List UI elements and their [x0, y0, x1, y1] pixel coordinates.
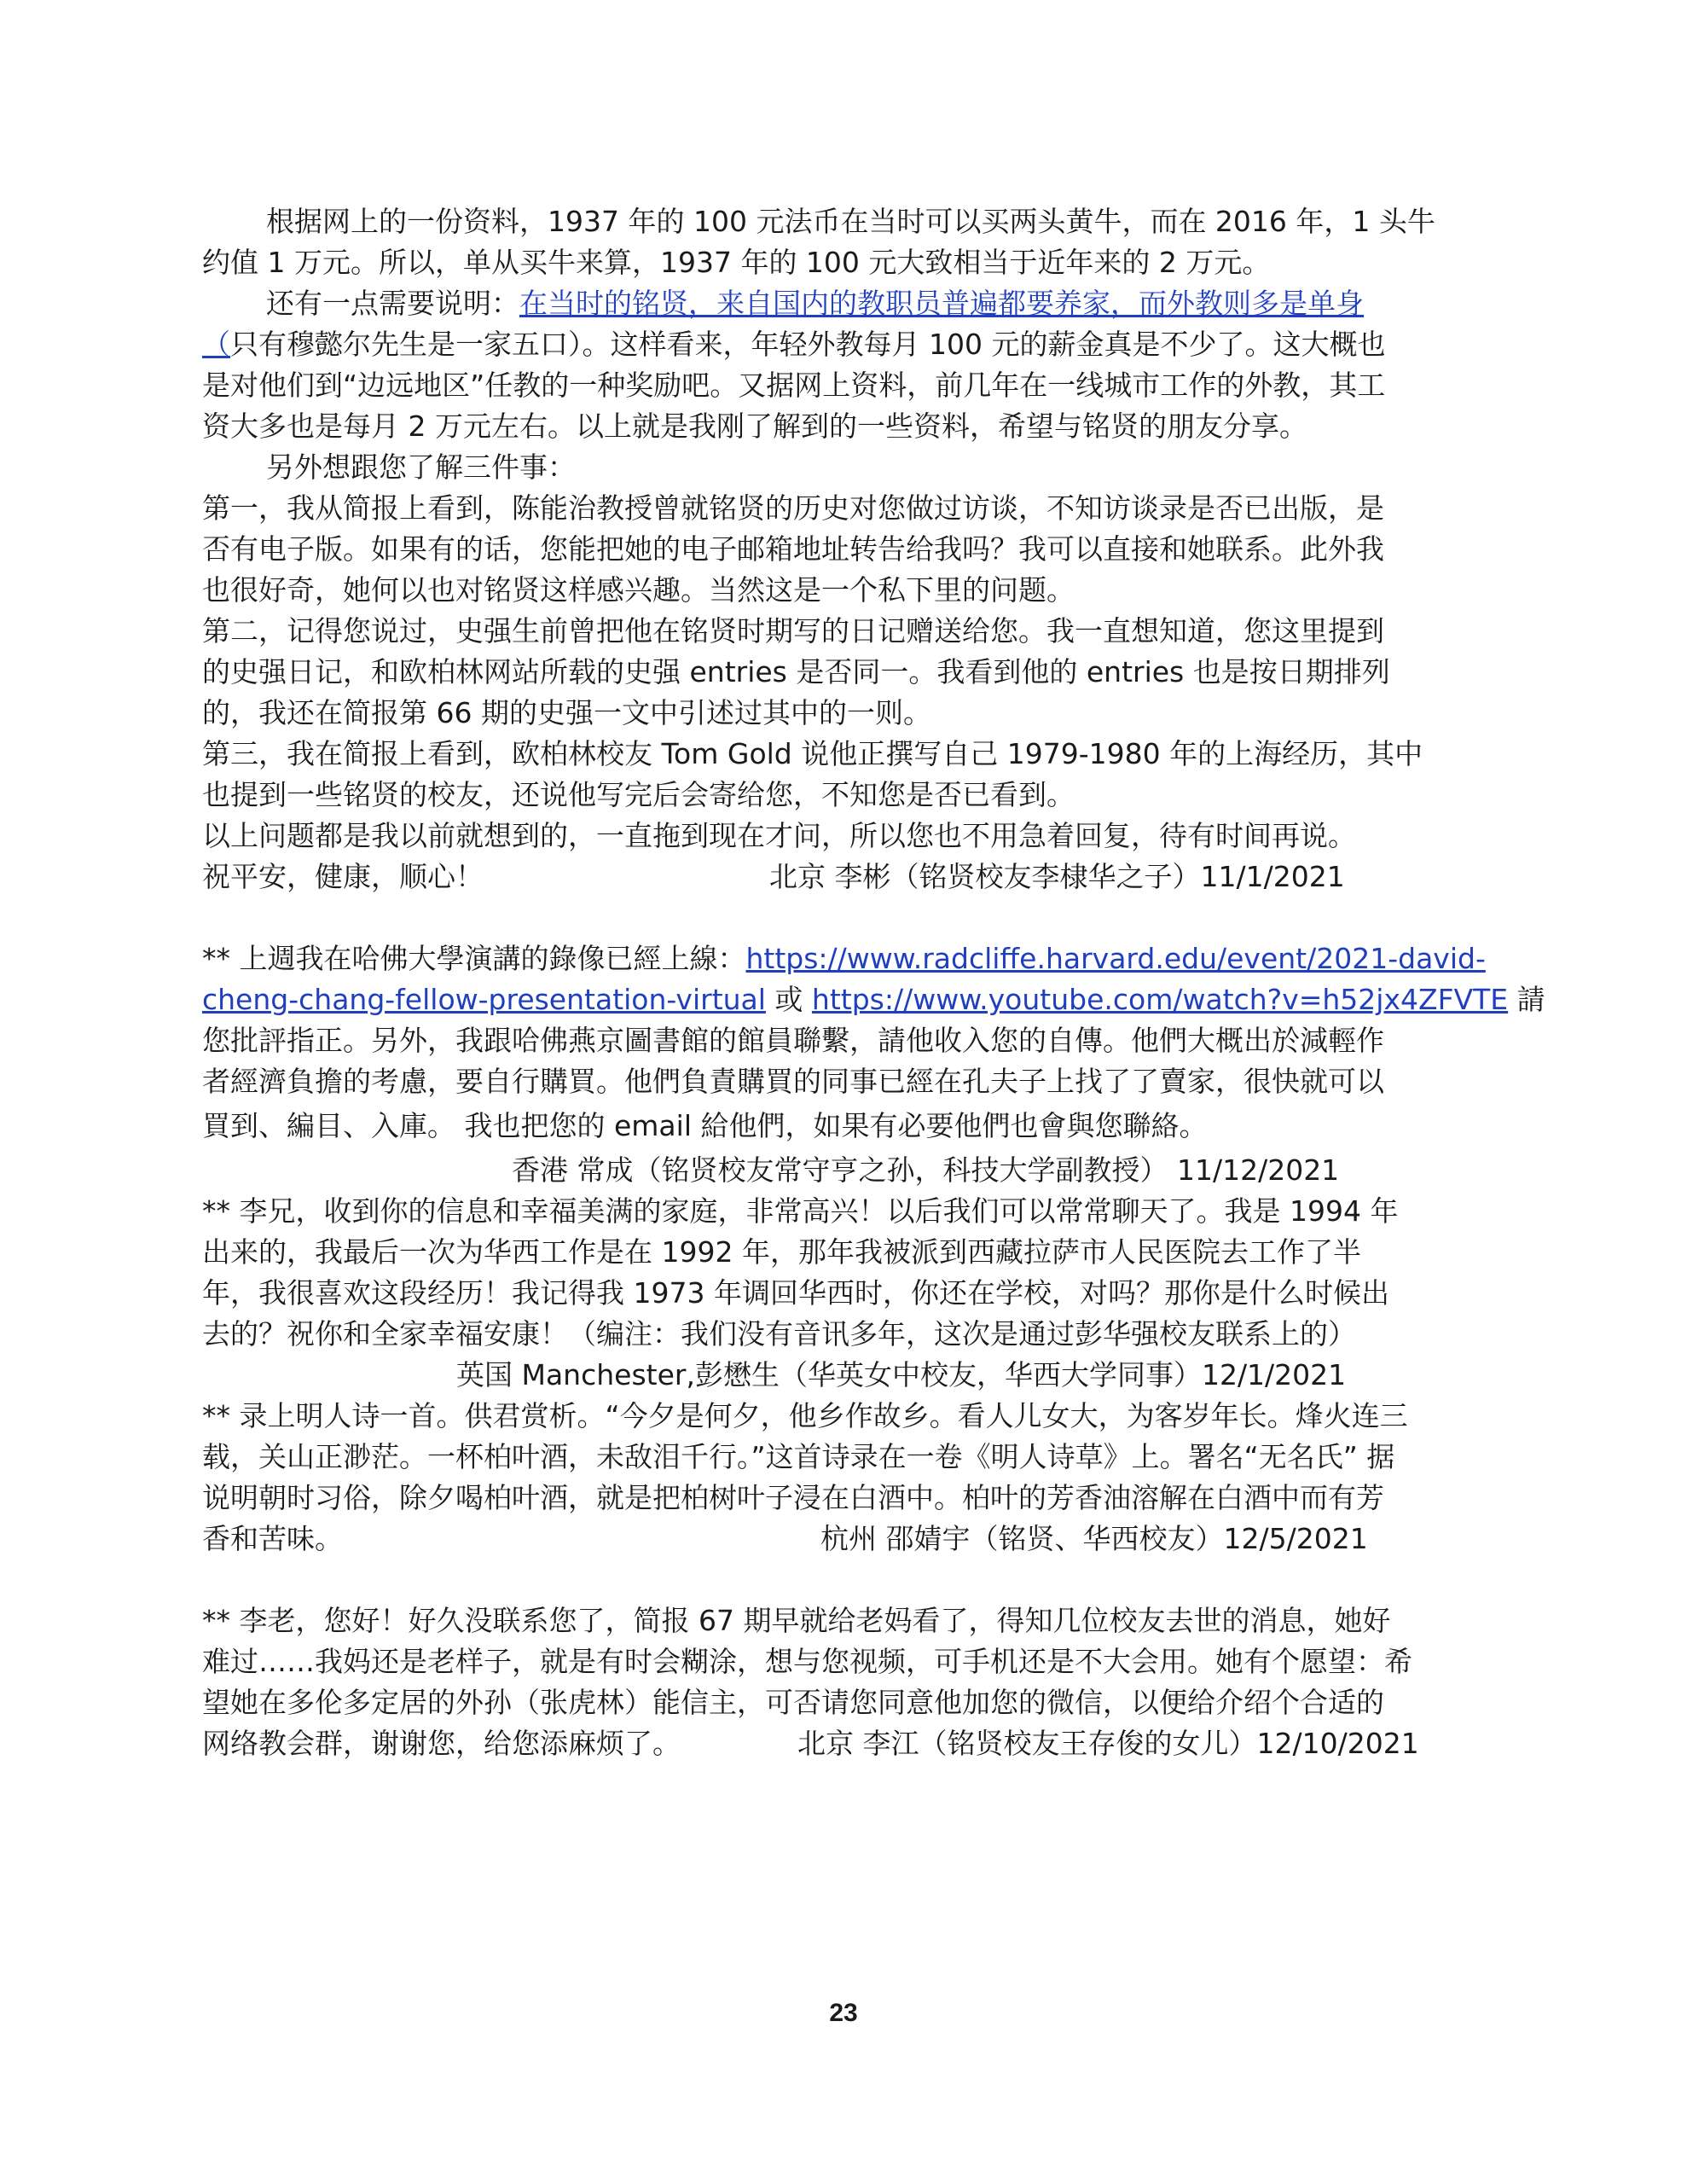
para2-line4: 资大多也是每月 2 万元左右。以上就是我刚了解到的一些资料，希望与铭贤的朋友分享。: [202, 410, 1307, 443]
radcliffe-link-cont[interactable]: cheng-chang-fellow-presentation-virtual: [202, 983, 766, 1016]
para1-line2: 约值 1 万元。所以，单从买牛来算，1937 年的 100 元大致相当于近年来的 2 万元。: [202, 246, 1271, 279]
item3-line1: 第三，我在简报上看到，欧柏林校友 Tom Gold 说他正撰写自己 1979-1980 年的上海经历，其中: [202, 737, 1423, 770]
item1-line1: 第一，我从简报上看到，陈能治教授曾就铭贤的历史对您做过访谈，不知访谈录是否已出版，是: [202, 491, 1384, 525]
item1-line2: 否有电子版。如果有的话，您能把她的电子邮箱地址转告给我吗？我可以直接和她联系。此外我: [202, 532, 1384, 566]
para3-line1: 另外想跟您了解三件事：: [266, 450, 576, 484]
msg4-line1: ** 录上明人诗一首。供君赏析。“今夕是何夕，他乡作故乡。看人儿女大，为客岁年长。烽火连三: [202, 1399, 1408, 1432]
para2-line2-text: 只有穆懿尔先生是一家五口）。这样看来，年轻外教每月 100 元的薪金真是不少了。这大概也: [230, 328, 1386, 361]
msg5-line2: 难过……我妈还是老样子，就是有时会糊涂，想与您视频，可手机还是不大会用。她有个愿望：希: [202, 1645, 1412, 1678]
msg2-line3: 您批評指正。另外，我跟哈佛燕京圖書館的館員聯繫，請他收入您的自傳。他們大概出於減輕作: [202, 1024, 1384, 1057]
para2-intro: 还有一点需要说明：: [266, 287, 519, 320]
msg5-line4: 网络教会群，谢谢您，给您添麻烦了。: [202, 1727, 681, 1760]
item2-line2: 的史强日记，和欧柏林网站所载的史强 entries 是否同一。我看到他的 entries 也是按日期排列: [202, 655, 1390, 688]
msg4-line3: 说明朝时习俗，除夕喝柏叶酒，就是把柏树叶子浸在白酒中。柏叶的芳香油溶解在白酒中而有芳: [202, 1481, 1384, 1514]
para1-line1: 根据网上的一份资料，1937 年的 100 元法币在当时可以买两头黄牛，而在 2016 年，1 头牛: [266, 205, 1435, 238]
item2-line3: 的，我还在简报第 66 期的史强一文中引述过其中的一则。: [202, 696, 931, 729]
item3-line2: 也提到一些铭贤的校友，还说他写完后会寄给您，不知您是否已看到。: [202, 778, 1075, 811]
msg4-line2: 载，关山正渺茫。一杯柏叶酒，未敌泪千行。”这首诗录在一卷《明人诗草》上。署名“无名氏” 据: [202, 1440, 1395, 1473]
msg4-line4: 香和苦味。: [202, 1522, 343, 1555]
msg2-line2: [202, 979, 1545, 1020]
msg3-line4: 去的？祝你和全家幸福安康！（编注：我们没有音讯多年，这次是通过彭华强校友联系上的）: [202, 1317, 1356, 1350]
signature-4: 杭州 邵婧宇（铭贤、华西校友）12/5/2021: [820, 1522, 1368, 1555]
greeting: 祝平安，健康，顺心！: [202, 860, 484, 893]
msg3-line3: 年，我很喜欢这段经历！我记得我 1973 年调回华西时，你还在学校，对吗？那你是什么时候出: [202, 1276, 1389, 1310]
para2-line3: 是对他们到“边远地区”任教的一种奖励吧。又据网上资料，前几年在一线城市工作的外教，其工: [202, 369, 1386, 402]
signature-5: 北京 李江（铭贤校友王存俊的女儿）12/10/2021: [797, 1727, 1419, 1760]
item2-line1: 第二，记得您说过，史强生前曾把他在铭贤时期写的日记赠送给您。我一直想知道，您这里提到: [202, 614, 1384, 648]
item1-line3: 也很好奇，她何以也对铭贤这样感兴趣。当然这是一个私下里的问题。: [202, 573, 1075, 607]
msg3-line2: 出来的，我最后一次为华西工作是在 1992 年，那年我被派到西藏拉萨市人民医院去工作了半: [202, 1235, 1361, 1269]
para2-line1: [266, 283, 1554, 324]
msg2-line1: [202, 938, 1490, 979]
msg5-line3: 望她在多伦多定居的外孙（张虎林）能信主，可否请您同意他加您的微信，以便给介绍个合适的: [202, 1686, 1384, 1719]
youtube-link[interactable]: https://www.youtube.com/watch?v=h52jx4ZFVTE: [811, 983, 1509, 1016]
msg2-line5: 買到、編目、入庫。 我也把您的 email 給他們，如果有必要他們也會與您聯絡。: [202, 1109, 1208, 1142]
msg2-intro: ** 上週我在哈佛大學演講的錄像已經上線：: [202, 942, 746, 975]
para2-link-paren[interactable]: （: [202, 328, 230, 361]
msg3-line1: ** 李兄，收到你的信息和幸福美满的家庭，非常高兴！以后我们可以常常聊天了。我是 1994 年: [202, 1194, 1399, 1228]
msg2-or: 或: [765, 983, 812, 1016]
radcliffe-link[interactable]: https://www.radcliffe.harvard.edu/event/2021-david-: [745, 942, 1486, 975]
signature-1: 北京 李彬（铭贤校友李棣华之子）11/1/2021: [769, 860, 1345, 893]
para2-line2: [202, 324, 1490, 365]
closing-line: 以上问题都是我以前就想到的，一直拖到现在才问，所以您也不用急着回复，待有时间再说。: [202, 819, 1356, 852]
msg2-line4: 者經濟負擔的考慮，要自行購買。他們負責購買的同事已經在孔夫子上找了了賣家，很快就可以: [202, 1065, 1384, 1098]
signature-2: 香港 常成（铭贤校友常守亨之孙，科技大学副教授） 11/12/2021: [512, 1153, 1340, 1187]
page-number: 23: [829, 1999, 858, 2027]
msg2-line2-end: 請: [1508, 983, 1545, 1016]
signature-3: 英国 Manchester,彭懋生（华英女中校友，华西大学同事）12/1/2021: [456, 1358, 1347, 1391]
msg5-line1: ** 李老，您好！好久没联系您了，简报 67 期早就给老妈看了，得知几位校友去世的消息，她好: [202, 1604, 1391, 1637]
para2-link-text[interactable]: 在当时的铭贤，来自国内的教职员普遍都要养家，而外教则多是单身: [519, 287, 1364, 320]
